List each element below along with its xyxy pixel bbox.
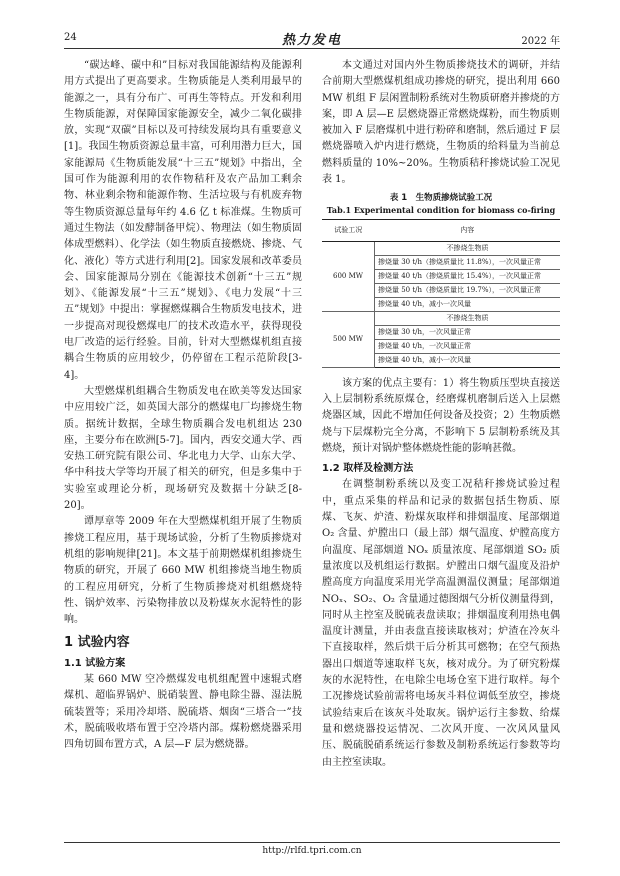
condition-table [322,219,560,367]
table-cell: 掺烧量 40 t/h，一次风量正常 [375,339,561,353]
table-header: 试验工况 [322,220,375,241]
paragraph: 本文通过对国内外生物质掺烧技术的调研，并结合前期大型燃煤机组成功掺烧的研究，提出利用 660 MW 机组 F 层闲置制粉系统对生物质研磨并掺烧的方案，即 A 层—E 层燃烧器正常燃烧煤粉，而生物质则被加入 F 层磨煤机中进行粉碎和磨制，然后通过 F 层燃烧器喷入炉内进行燃烧，生物质的给料量为当前总燃料质量的 10%~20%。生物质秸秆掺烧试验工况见表 1。 [322,60,560,186]
table-title-cn: 表 1 生物质掺烧试验工况 [389,193,493,204]
table-cell: 掺烧量 40 t/h，减小一次风量 [375,297,561,311]
group-label: 500 MW [322,311,375,367]
table-cell: 不掺烧生物质 [375,241,561,255]
paragraph: 谭厚章等 2009 年在大型燃煤机组开展了生物质掺烧工程应用，基于现场试验，分析了生物质掺烧对机组的影响规律[21]。本文基于前期燃煤机组掺烧生物质的研究，开展了 660 MW 机组掺烧当地生物质的工程应用研究，分析了生物质掺烧对机组燃烧特性、锅炉效率、污染物排放以及粉煤灰水泥特性的影响。 [64,516,302,626]
table-cell: 不掺烧生物质 [375,311,561,325]
table-cell: 掺烧量 50 t/h（掺烧质量比 19.7%），一次风量正常 [375,283,561,297]
paragraph: 该方案的优点主要有：1）将生物质压型块直接送入上层制粉系统原煤仓，经磨煤机磨制后送入上层燃烧器区域，因此不增加任何设备及投资；2）生物质燃烧与下层煤粉完全分离，不影响下 5 层制粉系统及其燃烧，预计对锅炉整体燃烧性能的影响甚微。 [322,377,560,454]
table-title-en: Tab.1 Experimental condition for biomass co-firing [326,205,556,216]
table-cell: 掺烧量 40 t/h（掺烧质量比 15.4%），一次风量正常 [375,269,561,283]
paragraph: “碳达峰、碳中和”目标对我国能源结构及能源利用方式提出了更高要求。生物质能是人类利用最早的能源之一，具有分布广、可再生等特点。开发和利用生物质能源，对保障国家能源安全，减少二氧化碳排放，实现“双碳”目标以及可持续发展均具有重要意义[1]。我国生物质资源总量丰富，可利用潜力巨大，国家能源局《生物质能发展“十三五”规划》中指出，全国可作为能源利用的农作物秸秆及农产品加工剩余物、林业剩余物和能源作物、生活垃圾与有机废弃物等生物质资源总量每年约 4.6 亿 t 标准煤。生物质可通过生物法（如发酵制备甲烷）、物理法（如生物质固体成型燃料）、化学法（如生物质直接燃烧、掺烧、气化、液化）等方式进行利用[2]。国家发展和改革委员会、国家能源局分别在《能源技术创新“十三五”规划》、《能源发展“十三五”规划》、《电力发展“十三五”规划》中提出：掌握燃煤耦合生物质发电技术，进一步提高对现役燃煤电厂的技术改造水平，获得现役电厂改造的运行经验。目前，针对大型燃煤机组直接耦合生物质的应用较少，仍停留在工程示范阶段[3-4]。 [64,60,302,381]
left-column [64,58,302,753]
paragraph: 在调整制粉系统以及变工况秸秆掺烧试验过程中，重点采集的样品和记录的数据包括生物质、原煤、飞灰、炉渣、粉煤灰取样和排烟温度、尾部烟道 O₂ 含量、炉膛出口（最上部）烟气温度、炉膛高度方向温度、尾部烟道 NOₓ 质量浓度、尾部烟道 SO₂ 质量浓度以及机组运行数据。炉膛出口烟气温度及沿炉膛高度方向温度采用光学高温测温仪测量；尾部烟道 NOₓ、SO₂、O₂ 含量通过德图烟气分析仪测量得到，同时从主控室及脱硫表盘读取；排烟温度利用热电偶温度计测量，并由表盘直接读取核对；炉渣在冷灰斗下直接取样，然后烘干后分析其可燃物；在空气预热器出口烟道等速取样飞灰，核对成分。为了研究粉煤灰的水泥特性，在电除尘电场仓室下进行取样。每个工况掺烧试验前需将电场灰斗料位调低至放空，掺烧试验结束后在该灰斗处取灰。锅炉运行主参数、给煤量和燃烧器投运情况、二次风开度、一次风风量风压、脱硫脱硝系统运行参数及制粉系统运行参数等均由主控室读取。 [322,479,560,768]
table-cell: 掺烧量 30 t/h（掺烧质量比 11.8%），一次风量正常 [375,255,561,269]
section-heading: 1 试验内容 [64,635,130,651]
table-row [322,241,560,255]
page-footer [64,842,560,856]
subsection-heading: 1.1 试验方案 [64,657,126,669]
subsection-heading: 1.2 取样及检测方法 [322,463,414,475]
page-header [64,28,560,49]
table-header: 内容 [375,220,561,241]
paragraph: 某 660 MW 空冷燃煤发电机组配置中速辊式磨煤机、超临界锅炉、脱硝装置、静电除尘器、湿法脱硫装置等；采用冷却塔、脱硫塔、烟囱“三塔合一”技术，脱硫吸收塔布置于空冷塔内部。煤粉燃烧器采用四角切圆布置方式，A 层—F 层为燃烧器。 [64,673,302,751]
table-row [322,311,560,325]
publication-year: 2022 年 [521,36,560,47]
table-cell: 掺烧量 30 t/h，一次风量正常 [375,325,561,339]
page-number: 24 [64,32,77,43]
right-column [322,58,560,771]
table-header-row [322,220,560,241]
table-cell: 掺烧量 40 t/h，减小一次风量 [375,353,561,367]
journal-title: 热力发电 [281,33,342,48]
group-label: 600 MW [322,241,375,311]
paragraph: 大型燃煤机组耦合生物质发电在欧美等发达国家中应用较广泛，如英国大部分的燃煤电厂均掺烧生物质。据统计数据，全球生物质耦合发电机组达 230 座，主要分布在欧洲[5-7]。国内，西安交通大学、西安热工研究院有限公司、华北电力大学、山东大学、华中科技大学等均开展了相关的研究，但是多集中于实验室或理论分析，现场研究及数据十分缺乏[8-20]。 [64,385,302,512]
journal-url: http://rlfd.tpri.com.cn [262,846,362,856]
